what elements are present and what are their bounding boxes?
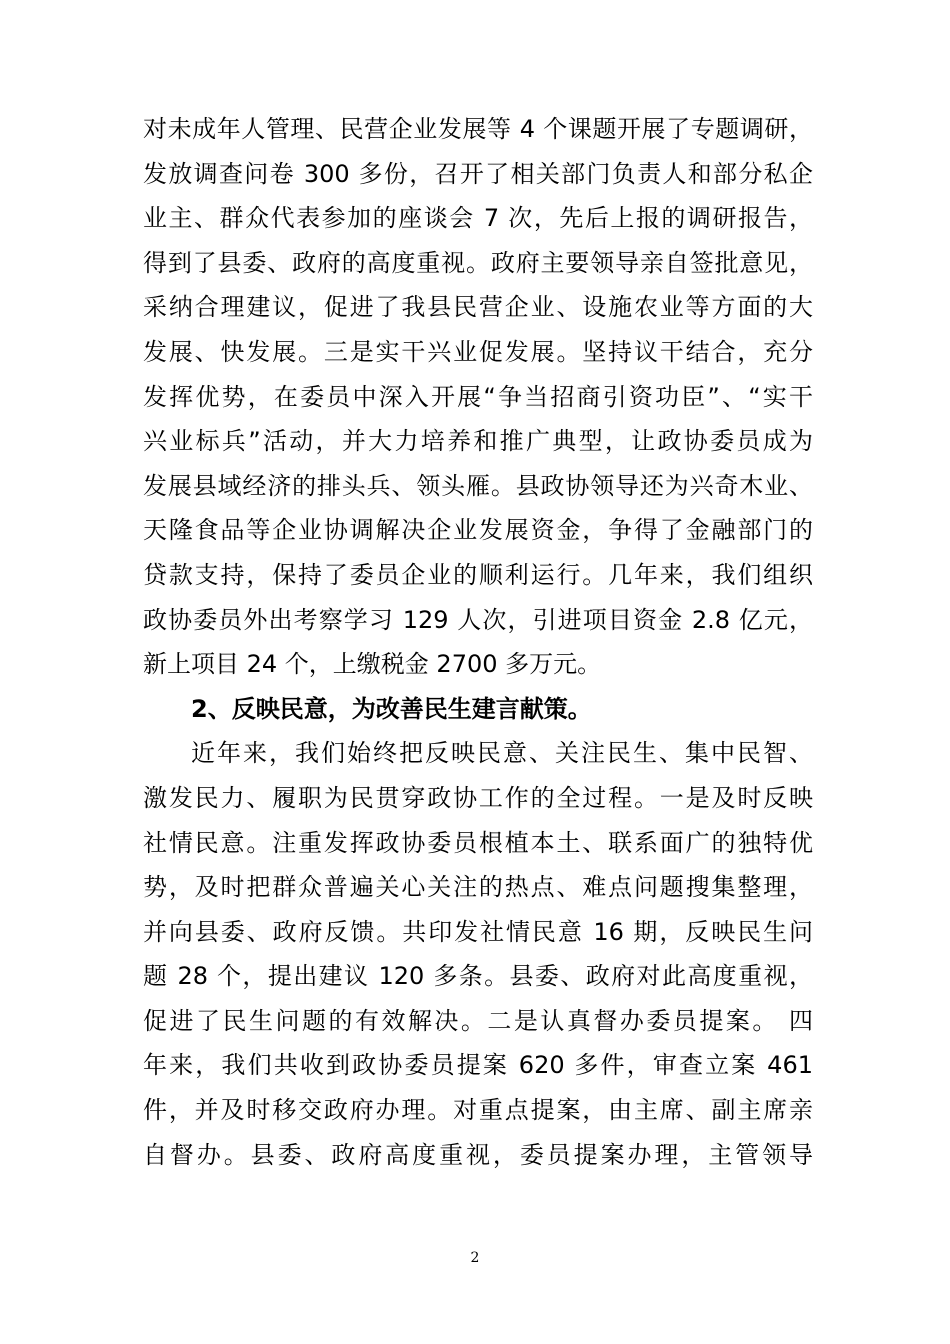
text-line: 新上项目 24 个，上缴税金 2700 多万元。	[143, 650, 602, 679]
text-line: 天隆食品等企业协调解决企业发展资金，争得了金融部门的	[143, 516, 813, 545]
body-text	[143, 107, 813, 1177]
text-line: 并向县委、政府反馈。共印发社情民意 16 期，反映民生问	[143, 917, 813, 946]
text-line: 兴业标兵”活动，并大力培养和推广典型，让政协委员成为	[143, 427, 813, 456]
text-line: 近年来，我们始终把反映民意、关注民生、集中民智、	[191, 739, 813, 768]
text-line: 激发民力、履职为民贯穿政协工作的全过程。一是及时反映	[143, 783, 813, 812]
text-line: 发展县域经济的排头兵、领头雁。县政协领导还为兴奇木业、	[143, 471, 813, 500]
text-line: 促进了民生问题的有效解决。二是认真督办委员提案。 四	[143, 1006, 813, 1035]
text-line: 社情民意。注重发挥政协委员根植本土、联系面广的独特优	[143, 828, 813, 857]
text-line: 政协委员外出考察学习 129 人次，引进项目资金 2.8 亿元，	[143, 605, 813, 634]
text-line: 发挥优势，在委员中深入开展“争当招商引资功臣”、“实干	[143, 382, 813, 411]
text-line: 对未成年人管理、民营企业发展等 4 个课题开展了专题调研，	[143, 115, 813, 143]
text-line: 发展、快发展。三是实干兴业促发展。坚持议干结合，充分	[143, 337, 813, 366]
text-line: 发放调查问卷 300 多份，召开了相关部门负责人和部分私企	[143, 159, 813, 188]
text-line: 得到了县委、政府的高度重视。政府主要领导亲自签批意见，	[143, 248, 813, 277]
text-line: 业主、群众代表参加的座谈会 7 次，先后上报的调研报告，	[143, 204, 813, 233]
text-line: 自督办。县委、政府高度重视，委员提案办理，主管领导	[143, 1140, 813, 1169]
text-line: 题 28 个，提出建议 120 多条。县委、政府对此高度重视，	[143, 962, 813, 991]
text-line: 采纳合理建议，促进了我县民营企业、设施农业等方面的大	[143, 293, 813, 322]
page-number: 2	[470, 1250, 480, 1266]
text-line: 势，及时把群众普遍关心关注的热点、难点问题搜集整理，	[143, 873, 813, 902]
text-line: 贷款支持，保持了委员企业的顺利运行。几年来，我们组织	[143, 560, 813, 589]
text-line: 年来，我们共收到政协委员提案 620 多件，审查立案 461	[143, 1051, 813, 1080]
text-line: 件，并及时移交政府办理。对重点提案，由主席、副主席亲	[143, 1096, 813, 1125]
section-heading: 2、反映民意，为改善民生建言献策。	[191, 694, 592, 723]
